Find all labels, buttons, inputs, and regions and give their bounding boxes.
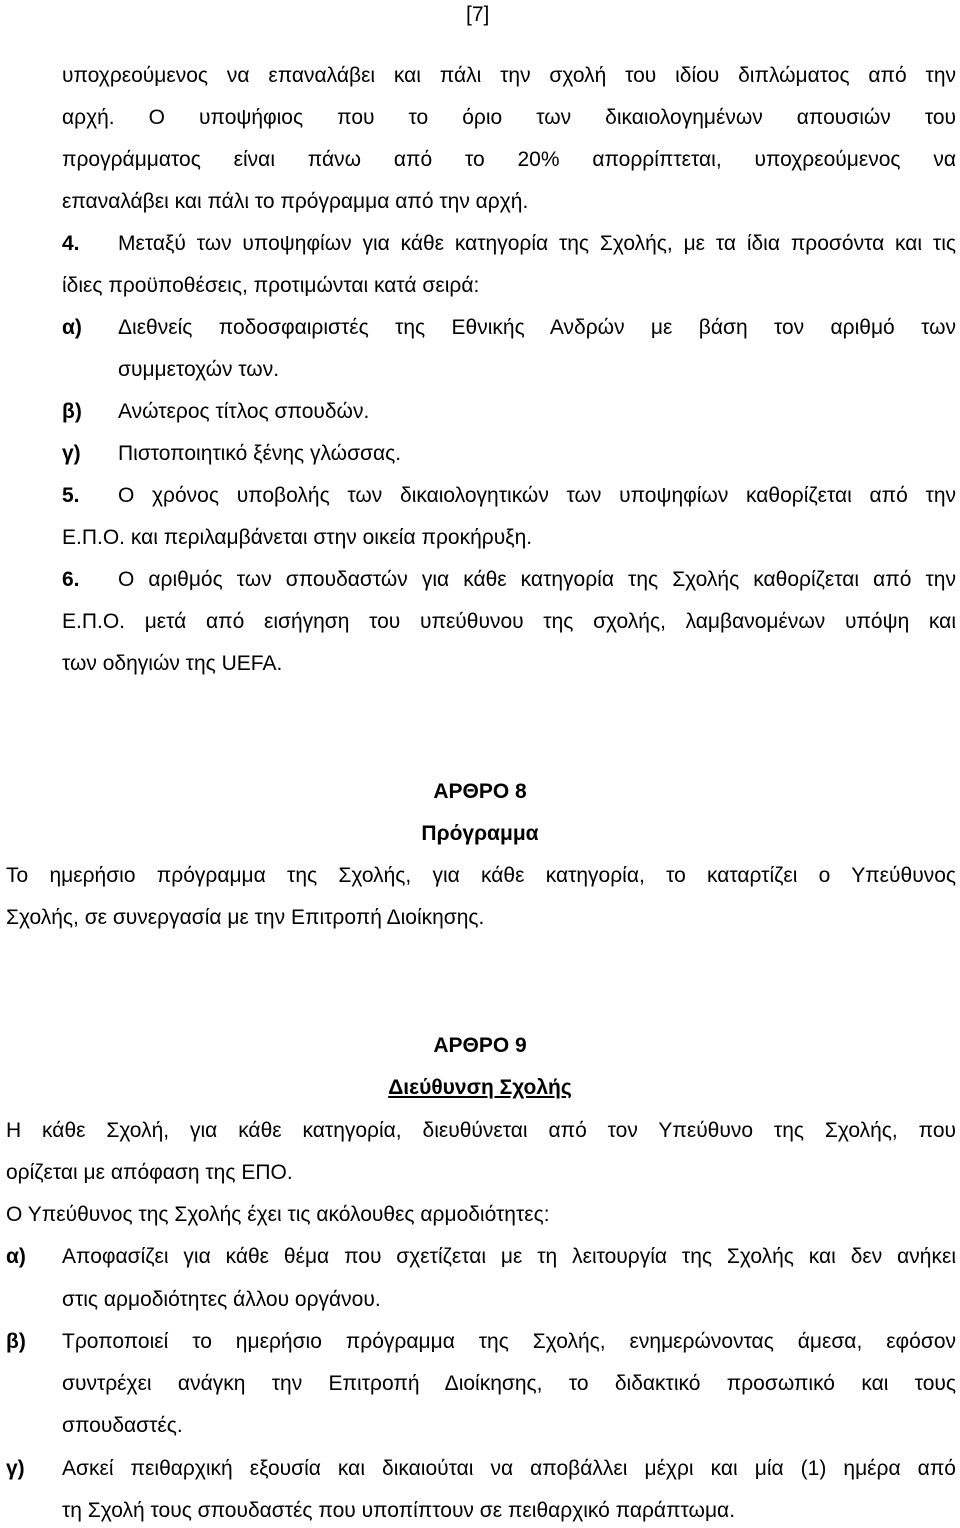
- item-6-line-2: Ε.Π.Ο. μετά από εισήγηση του υπεύθυνου της σχολής, λαμβανομένων υπόψη και: [62, 610, 956, 633]
- item-5-number: 5.: [62, 484, 80, 507]
- item-4-line-2: ίδιες προϋποθέσεις, προτιμώνται κατά σειρά:: [62, 274, 480, 297]
- item-4a-label: α): [62, 316, 82, 339]
- intro-line-3: προγράμματος είναι πάνω από το 20% απορρίπτεται, υποχρεούμενος να: [62, 148, 956, 171]
- article-9c-label: γ): [6, 1457, 25, 1480]
- article-9a-line-1: Αποφασίζει για κάθε θέμα που σχετίζεται με τη λειτουργία της Σχολής και δεν ανήκει: [62, 1245, 956, 1268]
- article-9b-line-1: Τροποποιεί το ημερήσιο πρόγραμμα της Σχολής, ενημερώνοντας άμεσα, εφόσον: [62, 1330, 956, 1353]
- article-8-line-2: Σχολής, σε συνεργασία με την Επιτροπή Διοίκησης.: [6, 906, 485, 929]
- item-4a-line-2: συμμετοχών των.: [118, 358, 280, 381]
- article-9-title: Διεύθυνση Σχολής: [388, 1076, 572, 1099]
- item-4c-label: γ): [62, 442, 81, 465]
- item-6-line-1: Ο αριθμός των σπουδαστών για κάθε κατηγορία της Σχολής καθορίζεται από την: [118, 568, 956, 591]
- article-8-line-1: Το ημερήσιο πρόγραμμα της Σχολής, για κάθε κατηγορία, το καταρτίζει ο Υπεύθυνος: [6, 864, 956, 887]
- article-9b-line-3: σπουδαστές.: [62, 1414, 183, 1437]
- item-4b-line-1: Ανώτερος τίτλος σπουδών.: [118, 400, 370, 423]
- item-4c-line-1: Πιστοποιητικό ξένης γλώσσας.: [118, 442, 402, 465]
- item-4b-label: β): [62, 400, 82, 423]
- article-9-line-3: Ο Υπεύθυνος της Σχολής έχει τις ακόλουθες αρμοδιότητες:: [6, 1203, 550, 1226]
- item-4-line-1: Μεταξύ των υποψηφίων για κάθε κατηγορία της Σχολής, με τα ίδια προσόντα και τις: [118, 232, 956, 255]
- article-9-heading: ΑΡΘΡΟ 9: [433, 1034, 527, 1057]
- article-9c-line-1: Ασκεί πειθαρχική εξουσία και δικαιούται να αποβάλλει μέχρι και μία (1) ημέρα από: [62, 1457, 956, 1480]
- article-9-line-1: Η κάθε Σχολή, για κάθε κατηγορία, διευθύνεται από τον Υπεύθυνο της Σχολής, που: [6, 1119, 956, 1142]
- item-5-line-1: Ο χρόνος υποβολής των δικαιολογητικών των υποψηφίων καθορίζεται από την: [118, 484, 956, 507]
- article-8-heading: ΑΡΘΡΟ 8: [433, 780, 527, 803]
- item-4a-line-1: Διεθνείς ποδοσφαιριστές της Εθνικής Ανδρών με βάση τον αριθμό των: [118, 316, 956, 339]
- article-9-line-2: ορίζεται με απόφαση της ΕΠΟ.: [6, 1161, 293, 1184]
- item-6-number: 6.: [62, 568, 80, 591]
- intro-line-2: αρχή. Ο υποψήφιος που το όριο των δικαιολογημένων απουσιών του: [62, 106, 956, 129]
- article-9c-line-2: τη Σχολή τους σπουδαστές που υποπίπτουν σε πειθαρχικό παράπτωμα.: [62, 1499, 736, 1522]
- article-9a-line-2: στις αρμοδιότητες άλλου οργάνου.: [62, 1288, 381, 1311]
- item-5-line-2: Ε.Π.Ο. και περιλαμβάνεται στην οικεία προκήρυξη.: [62, 526, 533, 549]
- article-9a-label: α): [6, 1245, 26, 1268]
- item-4-number: 4.: [62, 232, 80, 255]
- article-9b-line-2: συντρέχει ανάγκη την Επιτροπή Διοίκησης, το διδακτικό προσωπικό και τους: [62, 1372, 956, 1395]
- article-9b-label: β): [6, 1330, 26, 1353]
- article-8-title: Πρόγραμμα: [421, 822, 539, 845]
- intro-line-1: υποχρεούμενος να επαναλάβει και πάλι την σχολή του ιδίου διπλώματος από την: [62, 64, 956, 87]
- intro-line-4: επαναλάβει και πάλι το πρόγραμμα από την αρχή.: [62, 190, 529, 213]
- page-number: [7]: [466, 3, 490, 26]
- item-6-line-3: των οδηγιών της UEFA.: [62, 652, 283, 675]
